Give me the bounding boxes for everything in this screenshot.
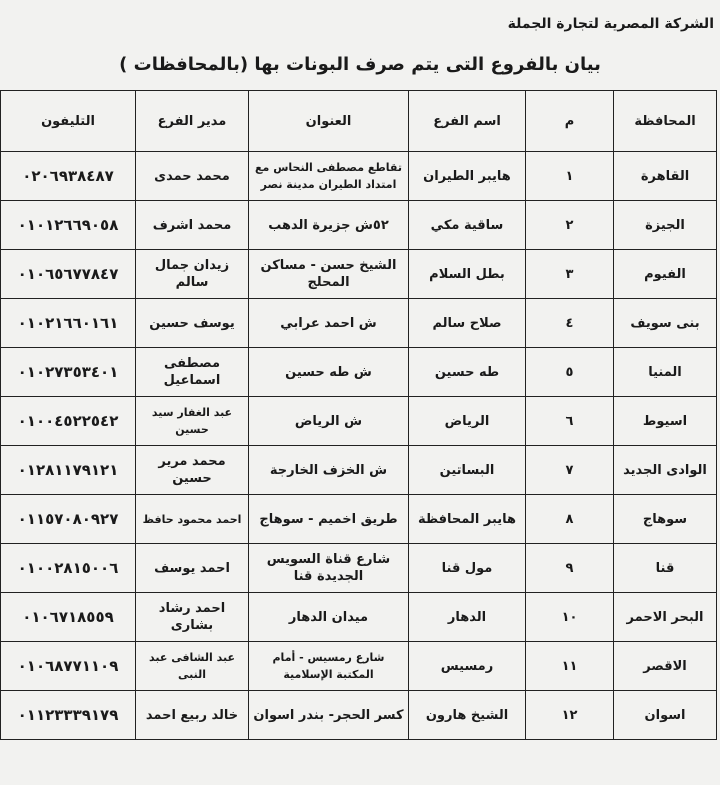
cell-branch: الدهار [409,593,526,642]
cell-phone: ٠١١٥٧٠٨٠٩٢٧ [1,495,136,544]
cell-manager: عبد الشافى عبد النبى [136,642,249,691]
cell-address: ميدان الدهار [249,593,409,642]
cell-manager: احمد يوسف [136,544,249,593]
cell-phone: ٠٢٠٦٩٣٨٤٨٧ [1,152,136,201]
table-row [1,446,717,495]
cell-address: ش الرياض [249,397,409,446]
cell-governorate: الجيزة [614,201,717,250]
cell-address: ٥٢ش جزيرة الدهب [249,201,409,250]
cell-manager: محمد حمدى [136,152,249,201]
cell-branch: البساتين [409,446,526,495]
cell-governorate: المنيا [614,348,717,397]
cell-phone: ٠١٠٠٢٨١٥٠٠٦ [1,544,136,593]
cell-branch: الشيخ هارون [409,691,526,740]
cell-branch: ساقية مكي [409,201,526,250]
column-header-address: العنوان [249,91,409,152]
cell-number: ١٢ [526,691,614,740]
column-header-number: م [526,91,614,152]
table-row [1,201,717,250]
cell-governorate: بنى سويف [614,299,717,348]
cell-number: ٦ [526,397,614,446]
table-header-row [1,91,717,152]
cell-phone: ٠١٠٦٥٦٧٧٨٤٧ [1,250,136,299]
table-row [1,495,717,544]
cell-phone: ٠١٠٢١٦٦٠١٦١ [1,299,136,348]
table-row [1,250,717,299]
cell-number: ٥ [526,348,614,397]
cell-phone: ٠١٠٠٤٥٢٢٥٤٢ [1,397,136,446]
cell-address: ش طه حسين [249,348,409,397]
table-row [1,593,717,642]
cell-branch: رمسيس [409,642,526,691]
column-header-governorate: المحافظة [614,91,717,152]
cell-governorate: الوادى الجديد [614,446,717,495]
table-row [1,299,717,348]
cell-address: ش الخزف الخارجة [249,446,409,495]
cell-number: ٣ [526,250,614,299]
cell-address: شارع رمسيس - أمام المكتبة الإسلامية [249,642,409,691]
cell-number: ٢ [526,201,614,250]
cell-governorate: سوهاج [614,495,717,544]
cell-branch: هايبر المحافظة [409,495,526,544]
cell-number: ١ [526,152,614,201]
cell-manager: محمد مرير حسين [136,446,249,495]
cell-address: الشيخ حسن - مساكن المحلج [249,250,409,299]
cell-manager: يوسف حسين [136,299,249,348]
table-row [1,348,717,397]
cell-governorate: الفيوم [614,250,717,299]
cell-manager: مصطفى اسماعيل [136,348,249,397]
branches-table [0,90,717,740]
cell-manager: محمد اشرف [136,201,249,250]
cell-phone: ٠١١٢٣٣٣٩١٧٩ [1,691,136,740]
column-header-manager: مدير الفرع [136,91,249,152]
column-header-phone: التليفون [1,91,136,152]
cell-address: طريق اخميم - سوهاج [249,495,409,544]
cell-address: تقاطع مصطفى النحاس مع امتداد الطيران مدينة نصر [249,152,409,201]
cell-governorate: البحر الاحمر [614,593,717,642]
cell-number: ٩ [526,544,614,593]
cell-phone: ٠١٠٦٨٧٧١١٠٩ [1,642,136,691]
cell-address: شارع قناة السويس الجديدة قنا [249,544,409,593]
cell-branch: هايبر الطيران [409,152,526,201]
cell-number: ٧ [526,446,614,495]
cell-number: ١٠ [526,593,614,642]
cell-phone: ٠١٠٢٧٣٥٣٤٠١ [1,348,136,397]
cell-number: ١١ [526,642,614,691]
cell-governorate: اسوان [614,691,717,740]
cell-manager: عبد الغفار سيد حسين [136,397,249,446]
table-row [1,152,717,201]
cell-branch: صلاح سالم [409,299,526,348]
cell-branch: بطل السلام [409,250,526,299]
cell-phone: ٠١٢٨١١٧٩١٢١ [1,446,136,495]
cell-number: ٨ [526,495,614,544]
cell-governorate: القاهرة [614,152,717,201]
cell-phone: ٠١٠٦٧١٨٥٥٩ [1,593,136,642]
table-row [1,642,717,691]
cell-phone: ٠١٠١٢٦٦٩٠٥٨ [1,201,136,250]
document-title: بيان بالفروع التى يتم صرف البونات بها (بالمحافظات ) [119,54,601,75]
cell-branch: الرياض [409,397,526,446]
table-row [1,691,717,740]
cell-branch: مول قنا [409,544,526,593]
cell-governorate: اسيوط [614,397,717,446]
cell-address: ش احمد عرابي [249,299,409,348]
cell-manager: احمد محمود حافظ [136,495,249,544]
table-row [1,397,717,446]
cell-manager: زيدان جمال سالم [136,250,249,299]
cell-manager: احمد رشاد بشارى [136,593,249,642]
cell-manager: خالد ربيع احمد [136,691,249,740]
cell-branch: طه حسين [409,348,526,397]
cell-governorate: الاقصر [614,642,717,691]
company-name: الشركة المصرية لتجارة الجملة [507,16,714,32]
column-header-branch: اسم الفرع [409,91,526,152]
cell-governorate: قنا [614,544,717,593]
table-row [1,544,717,593]
cell-address: كسر الحجر- بندر اسوان [249,691,409,740]
cell-number: ٤ [526,299,614,348]
